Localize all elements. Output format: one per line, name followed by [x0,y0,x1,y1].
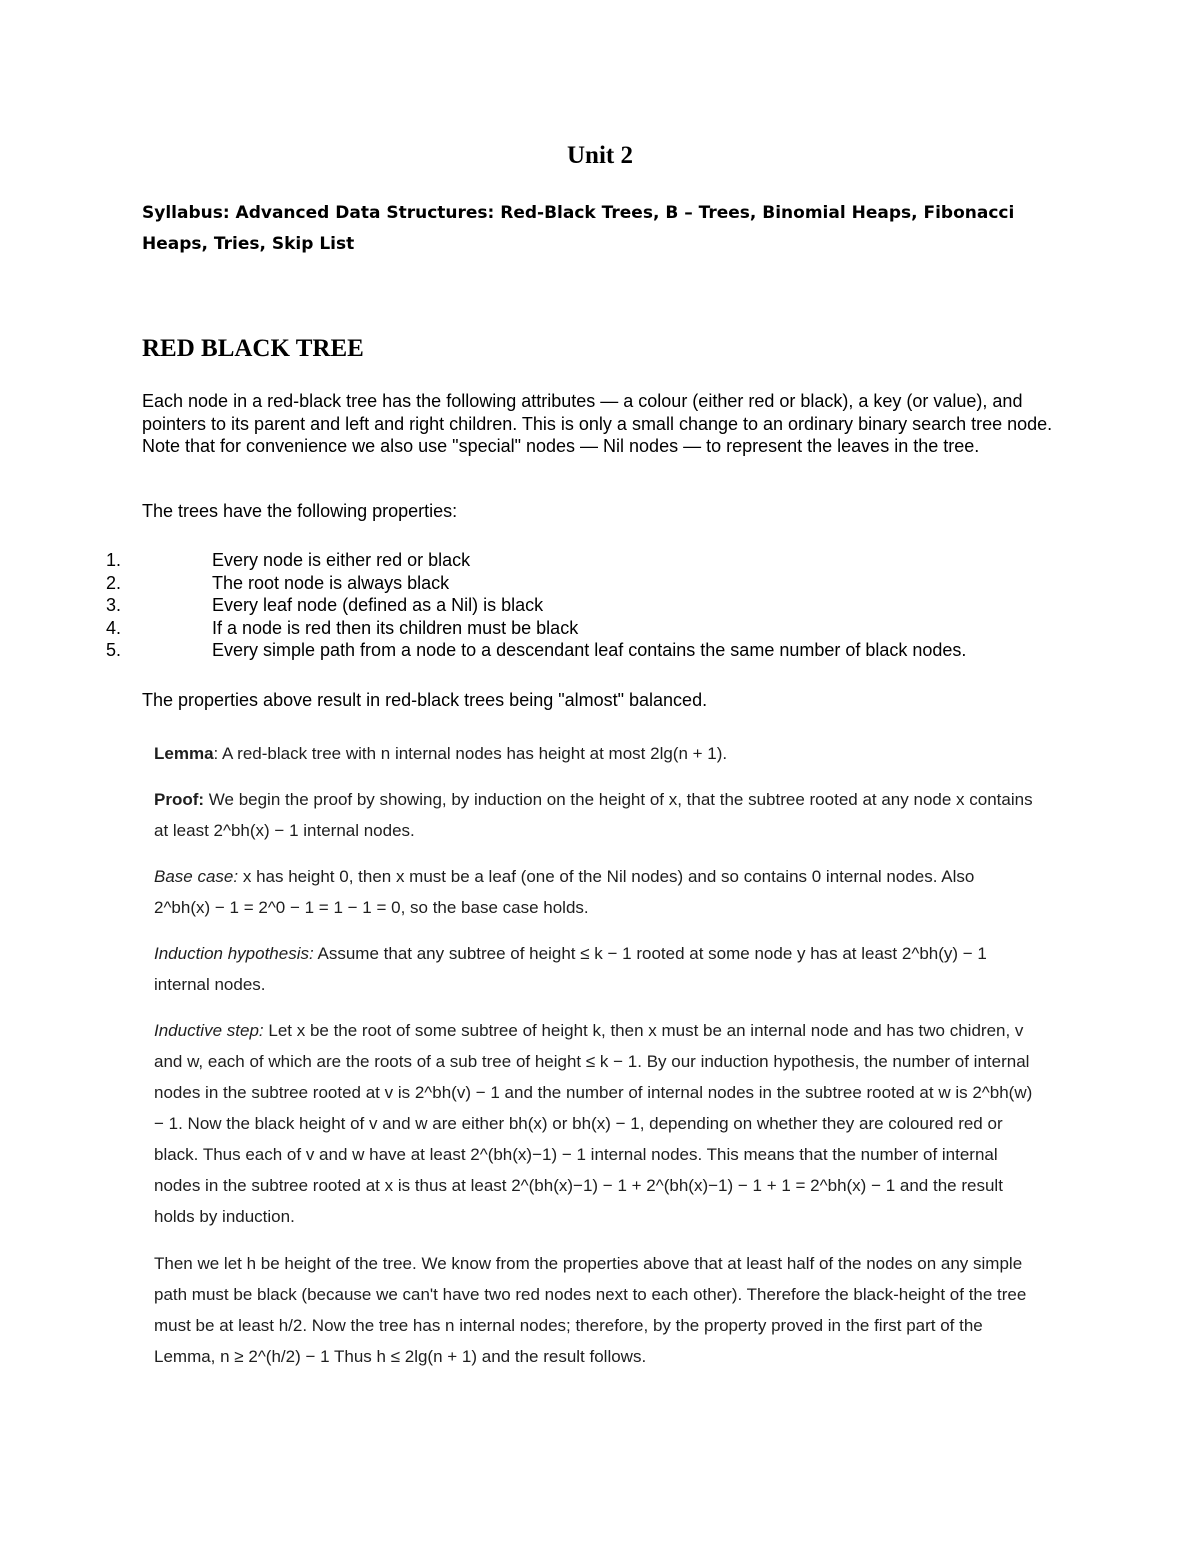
base-case-text: x has height 0, then x must be a leaf (one of the Nil nodes) and so contains 0 internal nodes. Also 2^bh(x) − 1 = 2^0 − 1 = 1 − 1 = 0, so the base case holds. [154,867,975,917]
property-item [106,639,1106,662]
base-case-paragraph [154,861,1034,923]
property-text: Every leaf node (defined as a Nil) is black [212,595,544,615]
unit-title: Unit 2 [567,142,633,169]
lemma-text: : A red-black tree with n internal nodes has height at most 2lg(n + 1). [213,744,728,763]
syllabus-line: Syllabus: Advanced Data Structures: Red-Black Trees, B – Trees, Binomial Heaps, Fibonacci Heaps, Tries, Skip List [142,203,1015,254]
properties-outro: The properties above result in red-black trees being "almost" balanced. [142,690,708,710]
properties-intro: The trees have the following properties: [142,501,458,521]
base-case-label: Base case: [154,867,239,886]
conclusion-text: Then we let h be height of the tree. We know from the properties above that at least half of the nodes on any simple path must be black (because we can't have two red nodes next to each other). Therefore the black-height of the tree must be at least h/2. Now the tree has n internal nodes; therefore, by the property proved in the first part of the Lemma, n ≥ 2^(h/2) − 1 Thus h ≤ 2lg(n + 1) and the result follows. [154,1254,1027,1366]
property-text: Every node is either red or black [212,550,471,570]
proof-paragraph [154,784,1034,846]
lemma-statement [154,738,1034,769]
property-number: 1. [106,550,122,570]
property-item [106,572,1106,595]
section-heading: RED BLACK TREE [142,335,364,362]
inductive-step-paragraph [154,1015,1034,1232]
property-item [106,617,1106,640]
induction-hypothesis-text: Assume that any subtree of height ≤ k − 1 rooted at some node y has at least 2^bh(y) − 1 internal nodes. [154,944,987,994]
property-text: Every simple path from a node to a descendant leaf contains the same number of black nodes. [212,640,967,660]
property-number: 4. [106,617,122,638]
property-item [106,549,1106,572]
lemma-label: Lemma [154,744,214,763]
proof-text: We begin the proof by showing, by induction on the height of x, that the subtree rooted at any node x contains at least 2^bh(x) − 1 internal nodes. [154,790,1033,840]
property-number: 5. [106,640,122,660]
property-number: 2. [106,572,122,593]
proof-label: Proof: [154,790,205,809]
induction-hypothesis-paragraph [154,938,1034,1000]
property-number: 3. [106,595,122,615]
intro-paragraph: Each node in a red-black tree has the following attributes — a colour (either red or black), a key (or value), and pointers to its parent and left and right children. This is only a small change to an ordinary binary search tree node. Note that for convenience we also use "special" nodes — Nil nodes — to represent the leaves in the tree. [142,391,1053,456]
properties-list [106,549,1106,662]
property-text: The root node is always black [212,572,450,593]
inductive-step-label: Inductive step: [154,1021,264,1040]
property-item [106,594,1106,617]
property-text: If a node is red then its children must be black [212,617,579,638]
conclusion-paragraph [154,1248,1034,1372]
inductive-step-text: Let x be the root of some subtree of height k, then x must be an internal node and has two chidren, v and w, each of which are the roots of a sub tree of height ≤ k − 1. By our induction hypothesis, the number of internal nodes in the subtree rooted at v is 2^bh(v) − 1 and the number of internal nodes in the subtree rooted at w is 2^bh(w) − 1. Now the black height of v and w are either bh(x) or bh(x) − 1, depending on whether they are coloured red or black. Thus each of v and w have at least 2^(bh(x)−1) − 1 internal nodes. This means that the number of internal nodes in the subtree rooted at x is thus at least 2^(bh(x)−1) − 1 + 2^(bh(x)−1) − 1 + 1 = 2^bh(x) − 1 and the result holds by induction. [154,1021,1033,1226]
induction-hypothesis-label: Induction hypothesis: [154,944,314,963]
